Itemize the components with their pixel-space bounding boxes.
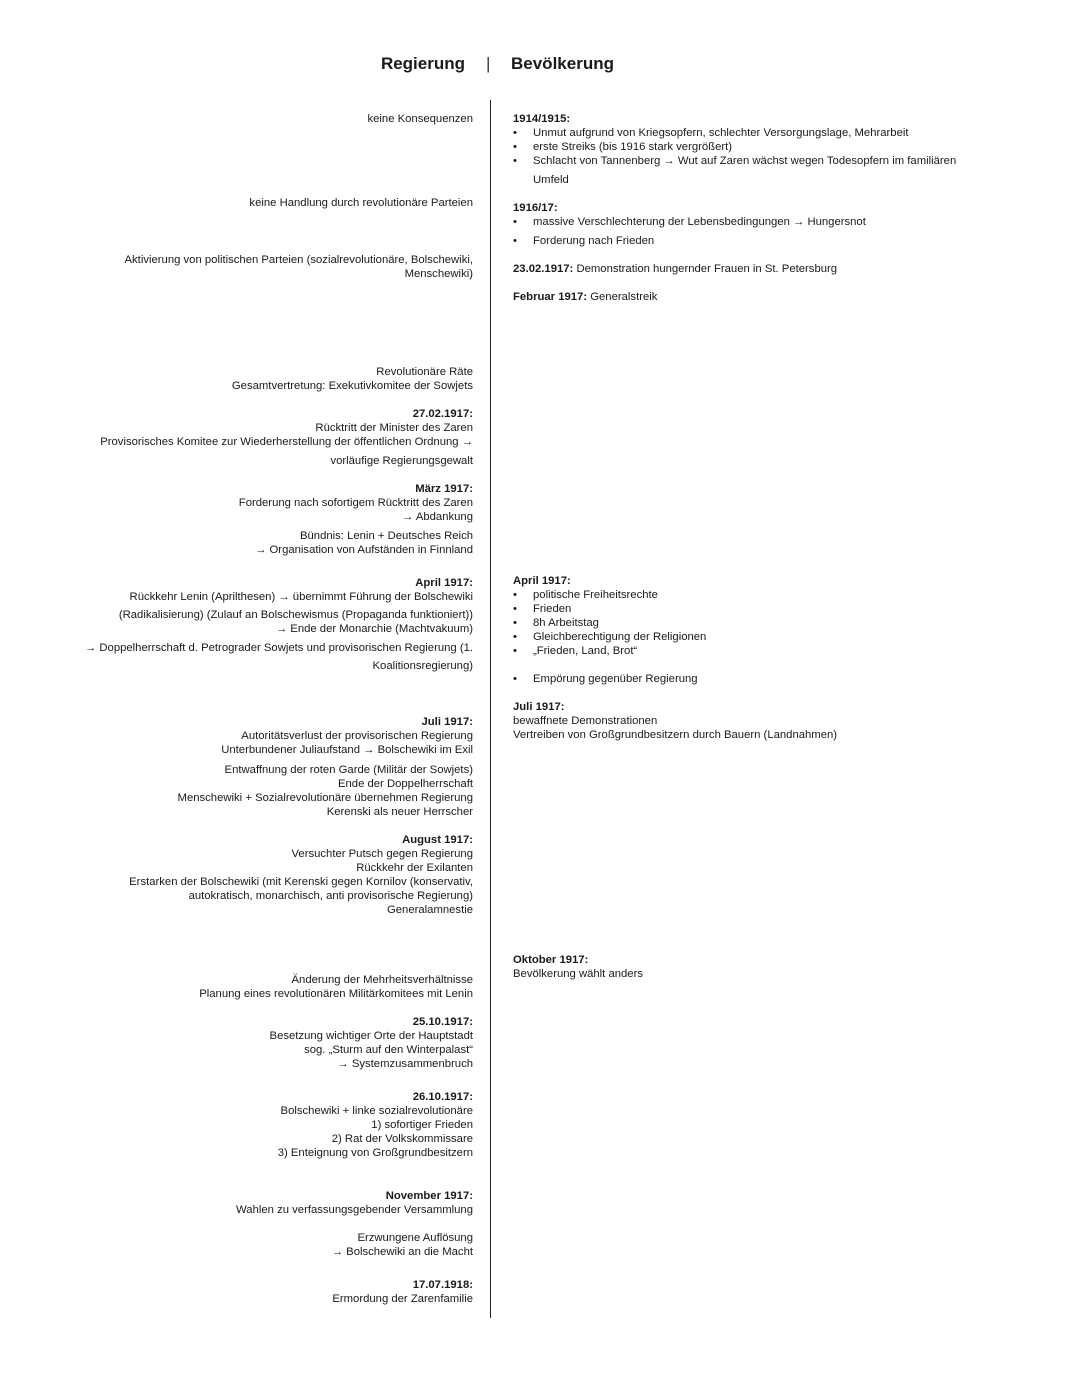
regierung-date-heading: 27.02.1917: xyxy=(412,408,473,420)
entry-text: Generalstreik xyxy=(587,291,658,303)
bevoelkerung-bullet-item: 8h Arbeitstag xyxy=(533,617,599,629)
regierung-line: Generalamnestie xyxy=(386,904,473,916)
regierung-line: Bündnis: Lenin + Deutsches Reich xyxy=(299,530,473,542)
bullet: • xyxy=(513,127,517,139)
regierung-line: Revolutionäre Räte xyxy=(376,366,473,378)
regierung-date-heading: 25.10.1917: xyxy=(412,1016,473,1028)
header-separator: | xyxy=(486,54,491,73)
bullet: • xyxy=(513,603,517,615)
regierung-line: autokratisch, monarchisch, anti provisorische Regierung) xyxy=(188,890,473,902)
regierung-line: keine Konsequenzen xyxy=(367,113,473,125)
bevoelkerung-date-heading: 1916/17: xyxy=(513,202,558,214)
bevoelkerung-bullet-item: Gleichberechtigung der Religionen xyxy=(533,631,707,643)
regierung-line: → Abdankung xyxy=(402,511,473,523)
regierung-line: → Bolschewiki an die Macht xyxy=(331,1246,473,1258)
bevoelkerung-bullet-item: Unmut aufgrund von Kriegsopfern, schlechter Versorgungslage, Mehrarbeit xyxy=(533,127,909,139)
regierung-line: Forderung nach sofortigem Rücktritt des Zaren xyxy=(238,497,473,509)
regierung-line: keine Handlung durch revolutionäre Parteien xyxy=(249,197,473,209)
regierung-line: → Systemzusammenbruch xyxy=(337,1058,473,1070)
regierung-date-heading: 17.07.1918: xyxy=(412,1279,473,1291)
regierung-date-heading: März 1917: xyxy=(415,483,473,495)
bevoelkerung-bullet-item: Empörung gegenüber Regierung xyxy=(533,673,698,685)
regierung-line: Versuchter Putsch gegen Regierung xyxy=(291,848,473,860)
regierung-line: Besetzung wichtiger Orte der Hauptstadt xyxy=(269,1030,473,1042)
bullet: • xyxy=(513,155,517,167)
entry-date: Februar 1917: xyxy=(513,291,588,303)
regierung-line: Koalitionsregierung) xyxy=(372,660,473,672)
bullet: • xyxy=(513,617,517,629)
regierung-line: Provisorisches Komitee zur Wiederherstellung der öffentlichen Ordnung → xyxy=(100,436,473,448)
bevoelkerung-bullet-item: „Frieden, Land, Brot“ xyxy=(533,645,638,657)
column-divider xyxy=(490,100,491,1318)
column-header-bevoelkerung: Bevölkerung xyxy=(511,54,614,73)
regierung-line: Ermordung der Zarenfamilie xyxy=(332,1293,473,1305)
regierung-line: Ende der Doppelherrschaft xyxy=(337,778,473,790)
regierung-line: vorläufige Regierungsgewalt xyxy=(330,455,473,467)
bevoelkerung-date-heading: April 1917: xyxy=(513,575,571,587)
regierung-line: 1) sofortiger Frieden xyxy=(371,1119,473,1131)
regierung-line: Planung eines revolutionären Militärkomitees mit Lenin xyxy=(199,988,473,1000)
bevoelkerung-line: bewaffnete Demonstrationen xyxy=(513,715,658,727)
regierung-line: → Ende der Monarchie (Machtvakuum) xyxy=(275,623,473,635)
bevoelkerung-entry xyxy=(513,290,657,304)
regierung-line: Menschewiki) xyxy=(404,268,473,280)
bullet: • xyxy=(513,589,517,601)
regierung-line: Gesamtvertretung: Exekutivkomitee der Sowjets xyxy=(231,380,473,392)
regierung-line: Aktivierung von politischen Parteien (sozialrevolutionäre, Bolschewiki, xyxy=(124,254,473,266)
bevoelkerung-bullet-item: Schlacht von Tannenberg → Wut auf Zaren wächst wegen Todesopfern im familiären xyxy=(533,155,957,167)
regierung-line: sog. „Sturm auf den Winterpalast“ xyxy=(304,1044,473,1056)
entry-text: Demonstration hungernder Frauen in St. Petersburg xyxy=(573,263,838,275)
regierung-line: Rückkehr Lenin (Aprilthesen) → übernimmt Führung der Bolschewiki xyxy=(129,591,473,603)
regierung-line: Menschewiki + Sozialrevolutionäre übernehmen Regierung xyxy=(177,792,473,804)
regierung-line: Rückkehr der Exilanten xyxy=(356,862,473,874)
bevoelkerung-date-heading: 1914/1915: xyxy=(513,113,571,125)
bullet: • xyxy=(513,235,517,247)
regierung-line: Rücktritt der Minister des Zaren xyxy=(315,422,473,434)
bevoelkerung-bullet-item: erste Streiks (bis 1916 stark vergrößert) xyxy=(533,141,733,153)
bevoelkerung-bullet-item: Frieden xyxy=(533,603,572,615)
bevoelkerung-date-heading: Oktober 1917: xyxy=(513,954,589,966)
regierung-line: 3) Enteignung von Großgrundbesitzern xyxy=(277,1147,473,1159)
regierung-date-heading: August 1917: xyxy=(402,834,473,846)
bevoelkerung-date-heading: Juli 1917: xyxy=(513,701,565,713)
bullet: • xyxy=(513,141,517,153)
regierung-line: Kerenski als neuer Herrscher xyxy=(326,806,473,818)
regierung-line: Änderung der Mehrheitsverhältnisse xyxy=(291,974,473,986)
regierung-line: Erzwungene Auflösung xyxy=(357,1232,473,1244)
regierung-date-heading: November 1917: xyxy=(385,1190,473,1202)
bevoelkerung-bullet-item: politische Freiheitsrechte xyxy=(533,589,658,601)
bevoelkerung-bullet-continuation: Umfeld xyxy=(533,174,569,186)
bullet: • xyxy=(513,645,517,657)
bullet: • xyxy=(513,673,517,685)
bullet: • xyxy=(513,631,517,643)
regierung-line: Erstarken der Bolschewiki (mit Kerenski gegen Kornilov (konservativ, xyxy=(129,876,473,888)
regierung-line: → Organisation von Aufständen in Finnland xyxy=(255,544,473,556)
bullet: • xyxy=(513,216,517,228)
regierung-line: Bolschewiki + linke sozialrevolutionäre xyxy=(280,1105,473,1117)
bevoelkerung-bullet-item: massive Verschlechterung der Lebensbedingungen → Hungersnot xyxy=(533,216,866,228)
column-header-regierung: Regierung xyxy=(380,54,465,73)
entry-date: 23.02.1917: xyxy=(513,263,574,275)
regierung-date-heading: April 1917: xyxy=(415,577,473,589)
bevoelkerung-bullet-item: Forderung nach Frieden xyxy=(533,235,655,247)
bevoelkerung-entry xyxy=(513,262,837,276)
regierung-date-heading: 26.10.1917: xyxy=(412,1091,473,1103)
regierung-line: Autoritätsverlust der provisorischen Regierung xyxy=(241,730,473,742)
regierung-line: → Doppelherrschaft d. Petrograder Sowjets und provisorischen Regierung (1. xyxy=(84,642,473,654)
regierung-line: (Radikalisierung) (Zulauf an Bolschewismus (Propaganda funktioniert)) xyxy=(118,609,473,621)
regierung-line: Entwaffnung der roten Garde (Militär der Sowjets) xyxy=(224,764,473,776)
regierung-line: Unterbundener Juliaufstand → Bolschewiki im Exil xyxy=(221,744,473,756)
regierung-line: Wahlen zu verfassungsgebender Versammlung xyxy=(236,1204,473,1216)
bevoelkerung-line: Vertreiben von Großgrundbesitzern durch Bauern (Landnahmen) xyxy=(513,729,838,741)
regierung-line: 2) Rat der Volkskommissare xyxy=(331,1133,473,1145)
regierung-date-heading: Juli 1917: xyxy=(421,716,473,728)
bevoelkerung-line: Bevölkerung wählt anders xyxy=(513,968,643,980)
